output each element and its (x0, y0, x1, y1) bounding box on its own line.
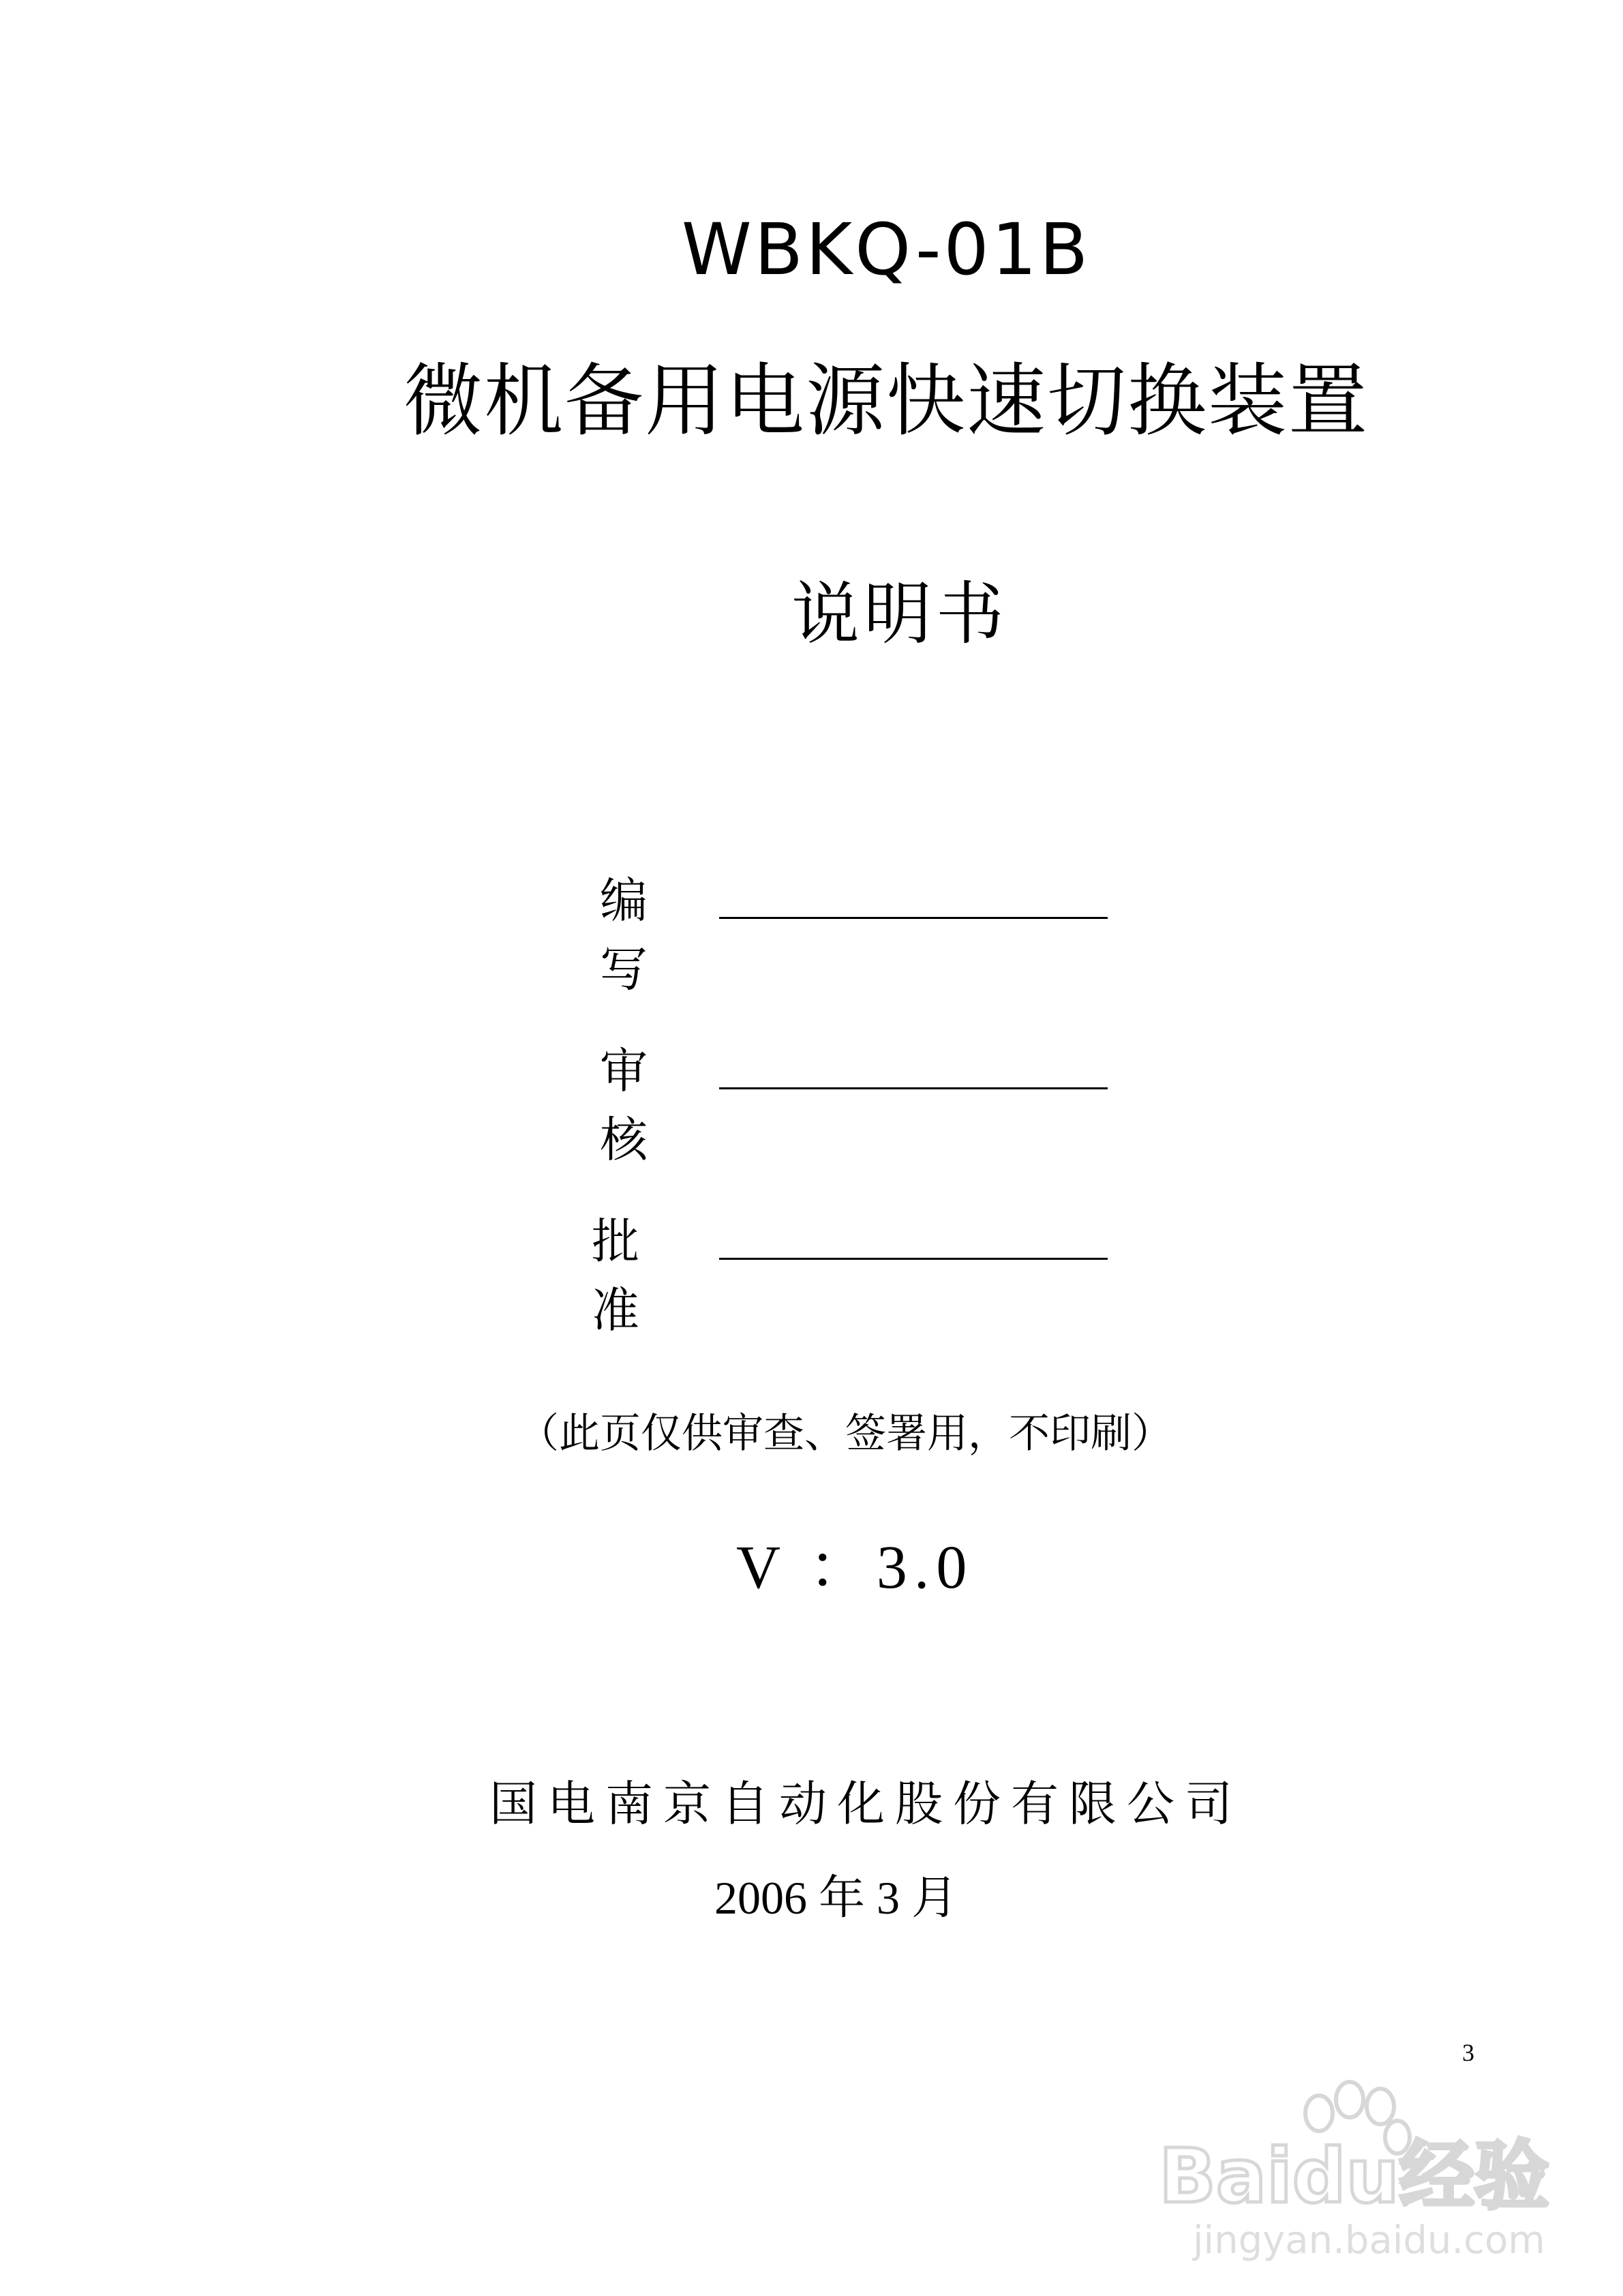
review-note: （此页仅供审查、签署用，不印刷） (518, 1410, 1172, 1457)
signature-label-write: 编写 (600, 873, 650, 997)
baidu-jingyan-watermark (1145, 2066, 1568, 2270)
publish-date: 2006 年 3 月 (714, 1872, 958, 1924)
model-code: WBKQ-01B (681, 208, 1091, 291)
document-type-title: 说明书 (791, 574, 1008, 654)
watermark-url: jingyan.baidu.com (1193, 2218, 1545, 2263)
device-name-title: 微机备用电源快速切换装置 (404, 355, 1369, 447)
signature-line-write (719, 917, 1108, 919)
company-name: 国电南京自动化股份有限公司 (489, 1776, 1243, 1832)
watermark-brand: Baidu经验 (1159, 2132, 1549, 2220)
signature-label-approve: 批准 (592, 1213, 642, 1338)
version-label: V ：3.0 (736, 1534, 974, 1601)
signature-line-review (719, 1087, 1108, 1089)
signature-label-review: 审核 (600, 1043, 650, 1168)
signature-line-approve (719, 1258, 1108, 1260)
page-number: 3 (1462, 2039, 1474, 2066)
